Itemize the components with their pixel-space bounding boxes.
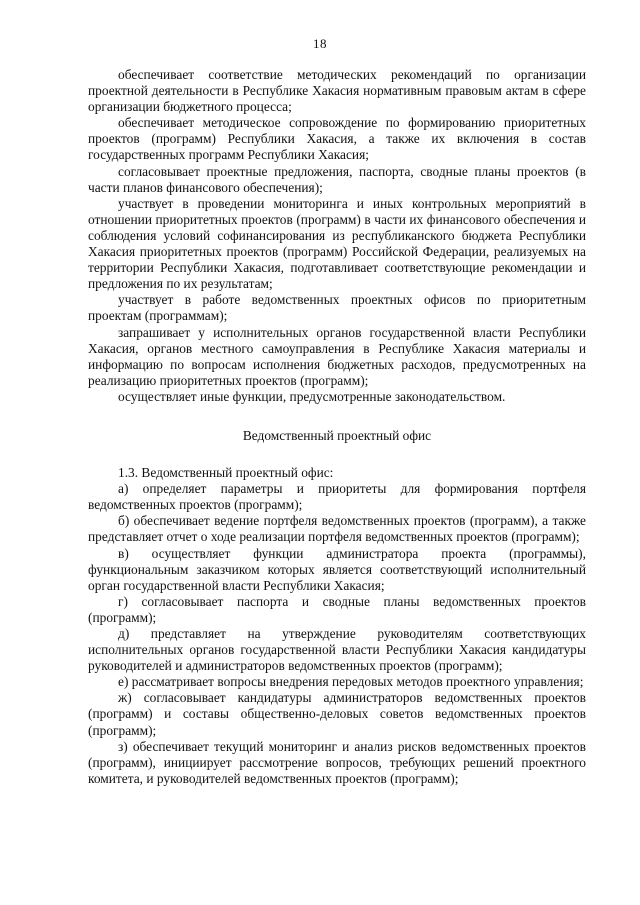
office-functions-list [88,465,586,787]
document-body [88,67,586,787]
paragraph: е) рассматривает вопросы внедрения передовых методов проектного управления; [118,674,584,690]
paragraph: а) определяет параметры и приоритеты для формирования портфеля ведомственных проектов (программ); [88,481,586,513]
page-number: 18 [313,36,327,51]
paragraph: запрашивает у исполнительных органов государственной власти Республики Хакасия, органов местного самоуправления в Республике Хакасия материалы и информацию по вопросам исполнения бюджетных расходов, предусмотренных на реализацию приоритетных проектов (программ); [88,324,586,388]
paragraph: согласовывает проектные предложения, паспорта, сводные планы проектов (в части планов финансового обеспечения); [88,163,586,195]
paragraph: осуществляет иные функции, предусмотренные законодательством. [118,388,506,404]
paragraph: обеспечивает соответствие методических рекомендаций по организации проектной деятельности в Республике Хакасия нормативным правовым актам в сфере организации бюджетного процесса; [88,67,586,115]
section-heading: Ведомственный проектный офис [242,427,432,443]
paragraph: г) согласовывает паспорта и сводные планы ведомственных проектов (программ); [88,593,586,625]
paragraph: 1.3. Ведомственный проектный офис: [118,465,334,481]
paragraph: обеспечивает методическое сопровождение по формированию приоритетных проектов (программ) Республики Хакасия, а также их включения в состав государственных программ Республики Хакасия; [88,115,586,163]
functions-list [88,67,586,405]
paragraph: участвует в работе ведомственных проектных офисов по приоритетным проектам (программам); [88,292,586,324]
paragraph: б) обеспечивает ведение портфеля ведомственных проектов (программ), а также представляет отчет о ходе реализации портфеля ведомственных проектов (программ); [88,513,586,545]
paragraph: в) осуществляет функции администратора проекта (программы), функциональным заказчиком которых является соответствующий исполнительный орган государственной власти Республики Хакасия; [88,545,586,593]
paragraph: участвует в проведении мониторинга и иных контрольных мероприятий в отношении приоритетных проектов (программ) в части их финансового обеспечения и соблюдения условий софинансирования из республиканского бюджета Республики Хакасия приоритетных проектов (программ) Российской Федерации, реализуемых на территории Республики Хакасия, подготавливает соответствующие рекомендации и предложения по их результатам; [88,195,586,292]
paragraph: ж) согласовывает кандидатуры администраторов ведомственных проектов (программ) и составы общественно-деловых советов ведомственных проектов (программ); [88,690,586,738]
paragraph: д) представляет на утверждение руководителям соответствующих исполнительных органов государственной власти Республики Хакасия кандидатуры руководителей и администраторов ведомственных проектов (программ); [88,626,586,674]
paragraph: з) обеспечивает текущий мониторинг и анализ рисков ведомственных проектов (программ), инициирует рассмотрение вопросов, требующих решений проектного комитета, и руководителей ведомственных проектов (программ); [88,738,586,786]
